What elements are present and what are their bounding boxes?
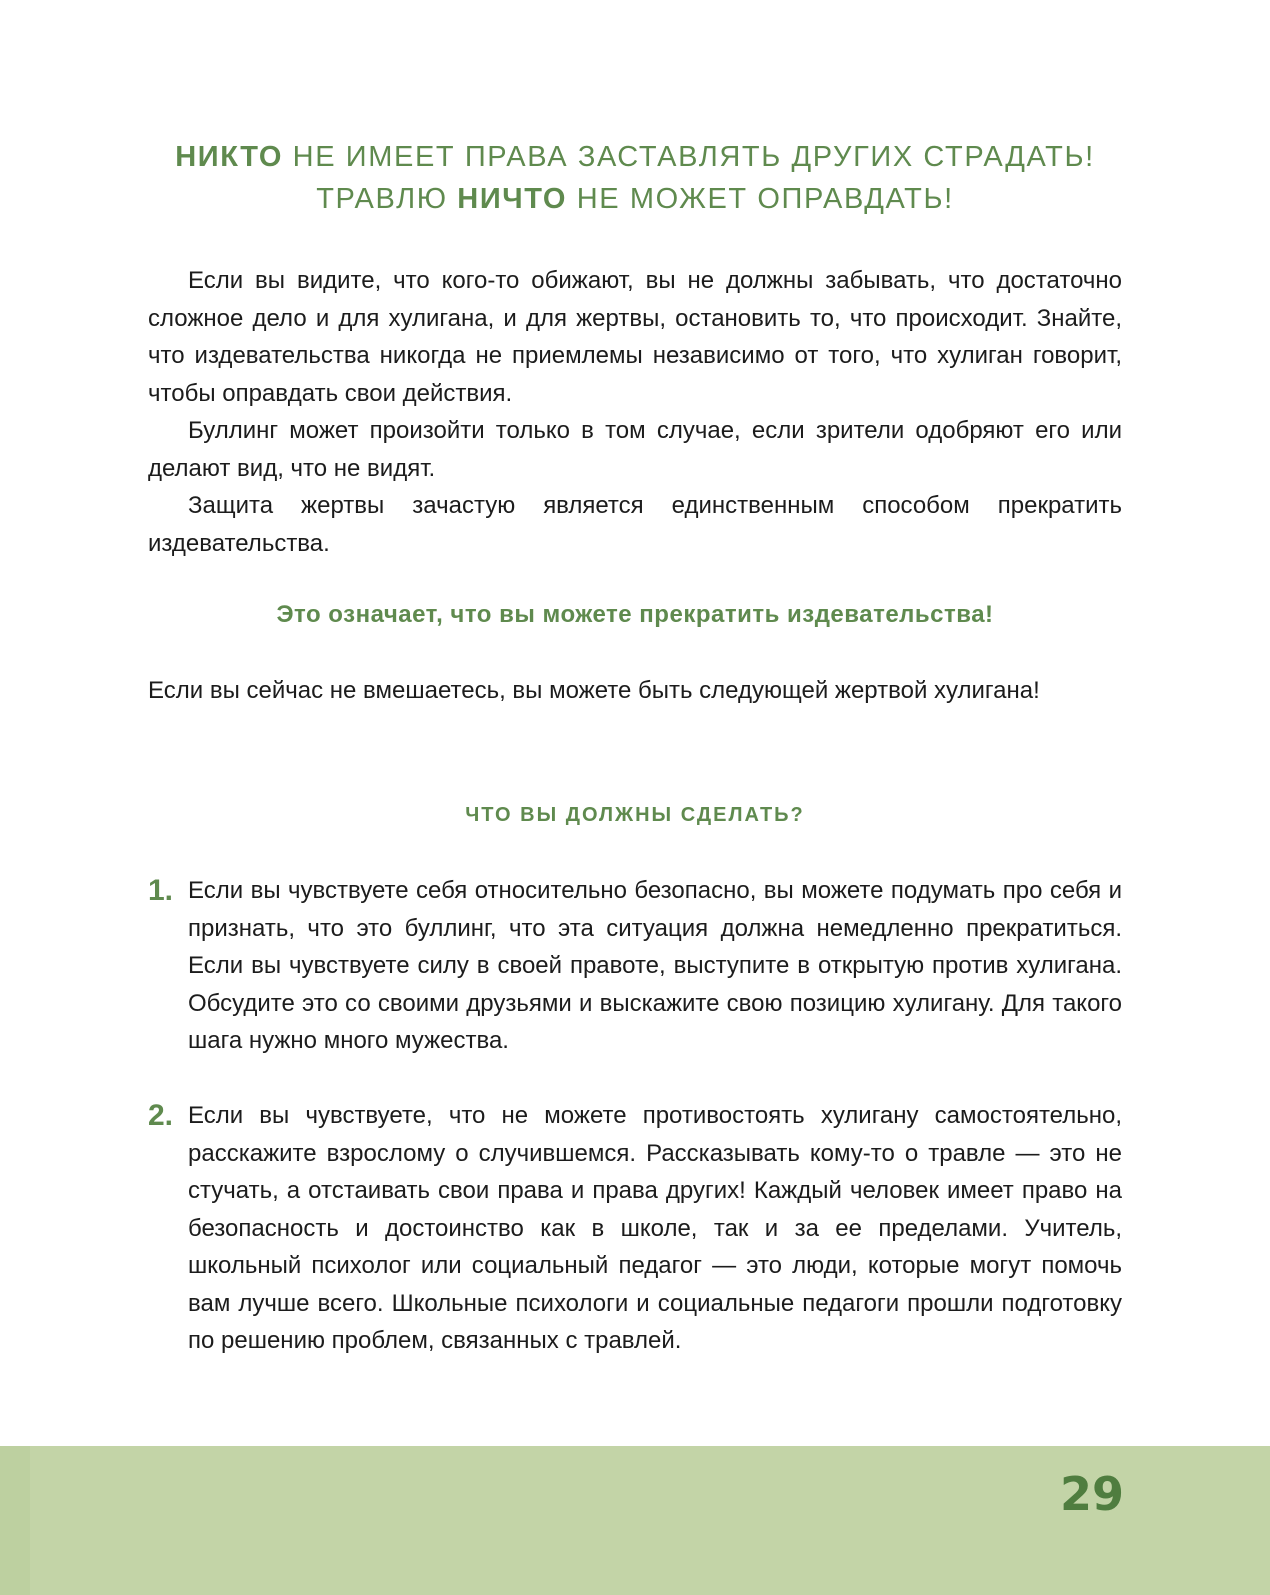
list-item-number: 2. bbox=[148, 1099, 174, 1132]
list-item bbox=[148, 1097, 1122, 1360]
warning-text: Если вы сейчас не вмешаетесь, вы можете быть следующей жертвой хулигана! bbox=[148, 677, 1040, 704]
section-title: ЧТО ВЫ ДОЛЖНЫ СДЕЛАТЬ? bbox=[465, 804, 805, 826]
headline-emphasis-1: НИКТО bbox=[175, 141, 283, 173]
headline-text-2a: ТРАВЛЮ bbox=[316, 183, 448, 215]
list-item bbox=[148, 872, 1122, 1060]
headline-line-2 bbox=[148, 178, 1122, 220]
callout-text: Это означает, что вы можете прекратить издевательства! bbox=[276, 601, 994, 628]
intro-paragraph: Буллинг может произойти только в том случае, если зрители одобряют его или делают вид, что не видят. bbox=[148, 417, 1122, 482]
page-headline bbox=[148, 136, 1122, 220]
footer-band bbox=[0, 1446, 1270, 1595]
list-item-text: Если вы чувствуете, что не можете противостоять хулигану самостоятельно, расскажите взрослому о случившемся. Рассказывать кому-то о травле — это не стучать, а отстаивать свои права и права других! Каждый человек имеет право на безопасность и достоинство как в школе, так и за ее пределами. Учитель, школьный психолог или социальный педагог — это люди, которые могут помочь вам лучше всего. Школьные психологи и социальные педагоги прошли подготовку по решению проблем, связанных с травлей. bbox=[188, 1102, 1122, 1354]
headline-line-1 bbox=[148, 136, 1122, 178]
headline-emphasis-2: НИЧТО bbox=[457, 183, 568, 215]
list-item-text: Если вы чувствуете себя относительно безопасно, вы можете подумать про себя и признать, что это буллинг, что эта ситуация должна немедленно прекратиться. Если вы чувствуете силу в своей правоте, выступите в открытую против хулигана. Обсудите это со своими друзьями и выскажите свою позицию хулигану. Для такого шага нужно много мужества. bbox=[188, 877, 1122, 1054]
intro-paragraph: Защита жертвы зачастую является единственным способом прекратить издевательства. bbox=[148, 492, 1122, 557]
page-number: 29 bbox=[1059, 1467, 1124, 1521]
intro-paragraph: Если вы видите, что кого-то обижают, вы не должны забывать, что достаточно сложное дело и для хулигана, и для жертвы, остановить то, что происходит. Знайте, что издевательства никогда не приемлемы независимо от того, что хулиган говорит, чтобы оправдать свои действия. bbox=[148, 267, 1122, 407]
intro-section bbox=[148, 262, 1122, 562]
footer-edge bbox=[0, 1446, 30, 1595]
headline-text-2b: НЕ МОЖЕТ ОПРАВДАТЬ! bbox=[576, 183, 954, 215]
list-item-number: 1. bbox=[148, 874, 174, 907]
headline-text-1: НЕ ИМЕЕТ ПРАВА ЗАСТАВЛЯТЬ ДРУГИХ СТРАДАТЬ! bbox=[292, 141, 1095, 173]
